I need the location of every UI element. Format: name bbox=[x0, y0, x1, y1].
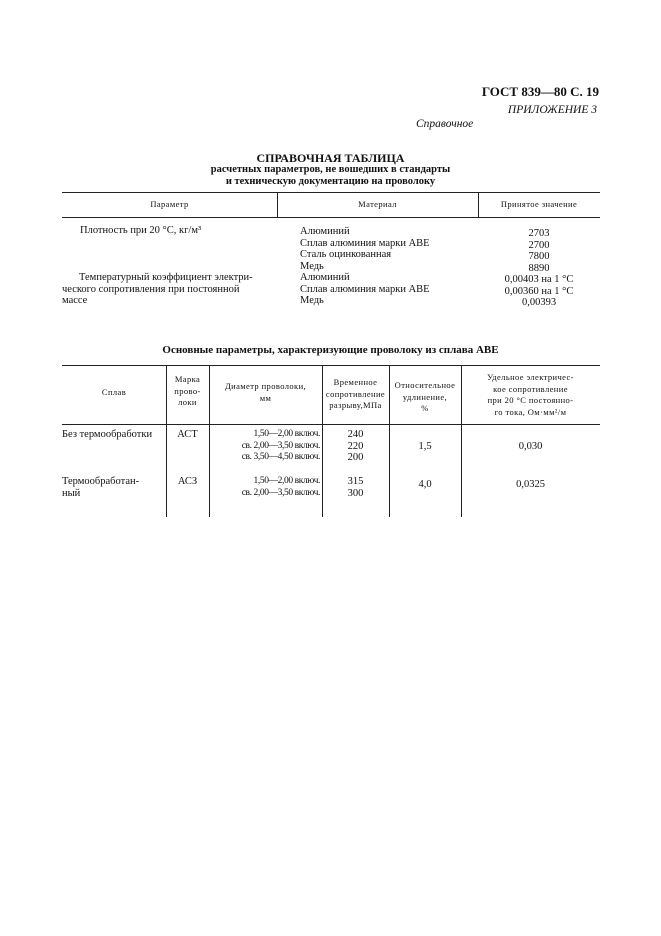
tempcoef-parameter-line: массе bbox=[62, 295, 88, 306]
density-parameter: Плотность при 20 °С, кг/м³ bbox=[80, 225, 202, 236]
table-row-strengths bbox=[322, 476, 389, 499]
table2-header-elongation-line: % bbox=[421, 403, 429, 413]
table2-header-diameter-line: мм bbox=[259, 392, 272, 403]
table1-subtitle-line2: и техническую документацию на проволоку bbox=[225, 176, 436, 187]
table2-header-strength-line: разрыву,МПа bbox=[329, 400, 382, 410]
table2-header-grade bbox=[166, 374, 209, 409]
alloy-line: ный bbox=[62, 487, 81, 499]
table-row-grade: АСЗ bbox=[177, 476, 198, 487]
appendix-label: ПРИЛОЖЕНИЕ 3 bbox=[507, 104, 597, 116]
table-row-alloy: Без термообработки bbox=[62, 429, 153, 440]
table-row-strengths bbox=[322, 429, 389, 464]
tempcoef-material: Медь bbox=[300, 295, 324, 306]
table2-header-grade-line: Марка bbox=[174, 374, 201, 384]
table2-header-resistance-line: при 20 °С постоянно- bbox=[487, 395, 574, 405]
table-row-resistance: 0,030 bbox=[518, 441, 543, 452]
density-values bbox=[478, 228, 600, 274]
table2-header-strength-line: сопротивление bbox=[325, 388, 386, 399]
table1-header-value: Принятое значение bbox=[500, 199, 578, 209]
diameter-value: 1,50—2,00 включ. bbox=[253, 429, 320, 439]
diameter-value: св. 2,00—3,50 включ. bbox=[241, 487, 320, 498]
alloy-line: Термообработан- bbox=[62, 476, 140, 487]
tempcoef-value: 0,00360 на 1 °С bbox=[504, 285, 574, 297]
tempcoef-material: Алюминий bbox=[300, 272, 350, 283]
table2-header-rule bbox=[62, 424, 600, 425]
table2-title: Основные параметры, характеризующие проволоку из сплава АВЕ bbox=[162, 344, 499, 356]
diameter-value: св. 2,00—3,50 включ. bbox=[241, 440, 320, 451]
density-value: 2703 bbox=[528, 228, 550, 239]
table2-header-diameter bbox=[209, 381, 322, 404]
tempcoef-parameter-line: ческого сопротивления при постоянной bbox=[62, 283, 240, 295]
tempcoef-values bbox=[478, 274, 600, 309]
diameter-value: св. 3,50—4,50 включ. bbox=[241, 452, 320, 462]
tempcoef-parameter-line: Температурный коэффициент электри- bbox=[79, 272, 253, 283]
density-material: Алюминий bbox=[300, 226, 350, 237]
tempcoef-value: 0,00393 bbox=[521, 297, 557, 308]
strength-value: 200 bbox=[347, 452, 364, 463]
density-material: Сталь оцинкованная bbox=[300, 249, 392, 260]
table2-header-strength-line: Временное bbox=[333, 377, 378, 387]
table2-header-resistance bbox=[461, 372, 600, 418]
table-row-diameters bbox=[212, 476, 320, 499]
table-row-elongation: 4,0 bbox=[418, 479, 432, 490]
density-value: 7800 bbox=[528, 251, 550, 262]
tempcoef-material: Сплав алюминия марки АВЕ bbox=[300, 283, 430, 295]
table2-header-strength bbox=[322, 377, 389, 412]
table2-header-diameter-line: Диаметр проволоки, bbox=[224, 381, 307, 391]
table2-header-resistance-line: Удельное электричес- bbox=[487, 372, 574, 382]
tempcoef-materials bbox=[300, 272, 430, 307]
table2-top-rule bbox=[62, 365, 600, 366]
strength-value: 300 bbox=[347, 487, 364, 499]
table2-header-elongation-line: удлинение, bbox=[402, 391, 448, 402]
table1-subtitle-line1: расчетных параметров, не вошедших в стандарты bbox=[210, 164, 451, 175]
tempcoef-parameter bbox=[62, 272, 272, 307]
table1-header-rule bbox=[62, 217, 600, 218]
table1-header-material: Материал bbox=[358, 199, 397, 209]
table-row-alloy bbox=[62, 476, 139, 499]
table1-header-parameter: Параметр bbox=[150, 199, 189, 209]
tempcoef-value: 0,00403 на 1 °С bbox=[504, 274, 574, 285]
table2-header-alloy: Сплав bbox=[101, 387, 127, 397]
table1-top-rule bbox=[62, 192, 600, 193]
table2-header-grade-line: локи bbox=[178, 397, 197, 407]
table2-header-resistance-line: го тока, Ом·мм²/м bbox=[494, 406, 567, 417]
table-row-diameters bbox=[212, 429, 320, 464]
density-material: Сплав алюминия марки АВЕ bbox=[300, 237, 430, 249]
density-material: Медь bbox=[300, 260, 324, 272]
diameter-value: 1,50—2,00 включ. bbox=[253, 476, 320, 486]
table1-title: СПРАВОЧНАЯ ТАБЛИЦА bbox=[256, 151, 405, 165]
density-materials bbox=[300, 226, 430, 272]
density-value: 2700 bbox=[528, 239, 550, 251]
strength-value: 315 bbox=[347, 476, 364, 487]
table-row-elongation: 1,5 bbox=[418, 441, 432, 452]
strength-value: 220 bbox=[347, 440, 364, 452]
gost-page-header: ГОСТ 839—80 С. 19 bbox=[481, 84, 599, 99]
table2-header-grade-line: прово- bbox=[174, 385, 201, 396]
table2-header-elongation-line: Относительное bbox=[394, 380, 456, 390]
table2-header-resistance-line: кое сопротивление bbox=[493, 383, 568, 394]
reference-label: Справочное bbox=[416, 118, 474, 130]
table-row-resistance: 0,0325 bbox=[516, 479, 545, 490]
table-row-grade: АСТ bbox=[177, 429, 198, 440]
density-value: 8890 bbox=[528, 262, 550, 274]
strength-value: 240 bbox=[347, 429, 364, 440]
table2-header-elongation bbox=[389, 380, 461, 415]
